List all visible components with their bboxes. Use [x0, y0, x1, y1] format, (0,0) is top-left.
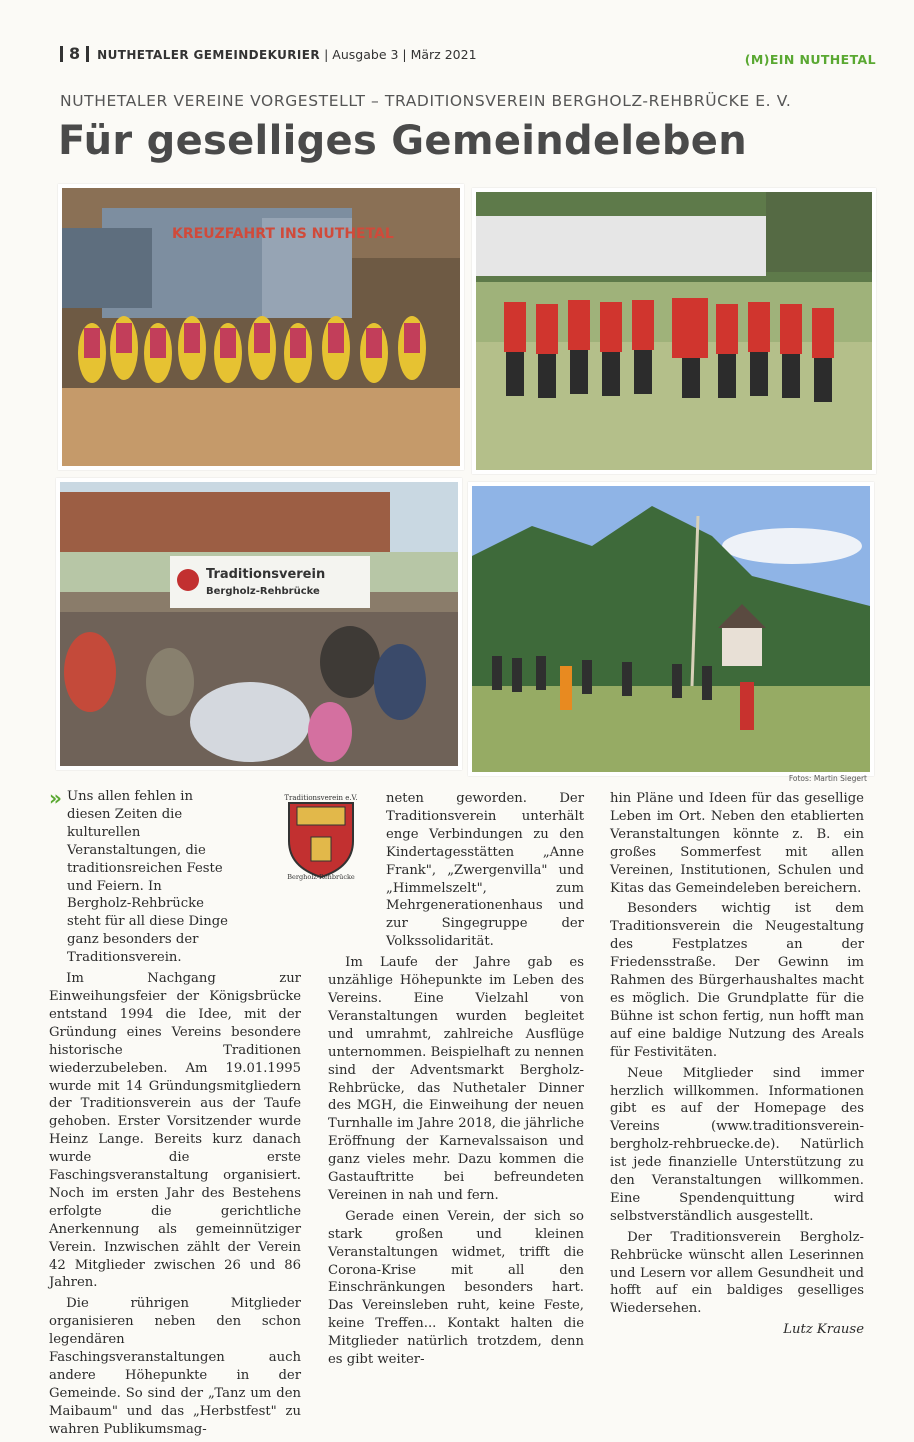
club-banner-text-1: Traditionsverein	[206, 567, 326, 582]
article-column-2	[328, 790, 584, 1372]
section-label: (M)EIN NUTHETAL	[744, 52, 876, 67]
article-column-1	[49, 788, 301, 1442]
paragraph: Uns allen fehlen in diesen Zeiten die kulturellen Veranstaltungen, die traditionsreichen Feste und Feiern. In Bergholz-Rehbrücke steht für all diese Dinge ganz besonders der Traditionsverein.	[67, 789, 228, 966]
paragraph: Im Nachgang zur Einweihungsfeier der Königsbrücke entstand 1994 die Idee, mit der Gründung eines Vereins besondere historische Traditionen wiederzubeleben. Am 19.01.1995 wurde mit 14 Gründungsmitgliedern der Traditionsverein aus der Taufe gehoben. Erster Vorsitzender wurde Heinz Lange. Bereits kurz danach wurde die erste Faschingsveranstaltung organisiert. Noch im ersten Jahr des Bestehens erfolgte die gerichtliche Anerkennung als gemeinnütziger Verein. Inzwischen zählt der Verein 42 Mitglieder zwischen 26 und 86 Jahren.	[49, 971, 301, 1291]
paragraph: Neue Mitglieder sind immer herzlich willkommen. Informationen gibt es auf der Homepage des Vereins (www.traditionsverein-bergholz-rehbruecke.de). Natürlich ist jede finanzielle Unterstützung zu den Veranstaltungen willkommen. Eine Spendenquittung wird selbstverständlich ausgestellt.	[610, 1065, 864, 1224]
header-divider	[86, 46, 89, 62]
paragraph: neten geworden. Der Traditionsverein unterhält enge Verbindungen zu den Kindertagesstätten „Anne Frank", „Zwergenvilla" und „Himmelszelt", zum Mehrgenerationenhaus und zur Singegruppe der Volkssolidarität.	[386, 791, 584, 950]
photo-choir-group	[472, 188, 876, 474]
paragraph: Im Laufe der Jahre gab es unzählige Höhepunkte im Leben des Vereins. Eine Vielzahl von Veranstaltungen wurden begleitet und umrahmt, zahlreiche Ausflüge unternommen. Beispielhaft zu nennen sind der Adventsmarkt Bergholz-Rehbrücke, das Nuthetaler Dinner des MGH, die Einweihung der neuen Turnhalle im Jahre 2018, die jährliche Eröffnung der Karnevalssaison und ganz vieles mehr. Dazu kommen die Gastauftritte bei befreundeten Vereinen in nah und fern.	[328, 955, 584, 1203]
running-header	[60, 44, 477, 63]
header-divider	[60, 46, 63, 62]
paragraph: Der Traditionsverein Bergholz-Rehbrücke wünscht allen Leserinnen und Lesern vor allem Gesundheit und hofft auf ein baldiges geselliges Wiedersehen.	[610, 1229, 864, 1317]
photo-audience-banner	[56, 478, 462, 770]
paragraph: Die rührigen Mitglieder organisieren neben den schon legendären Faschingsveranstaltungen auch andere Höhepunkte in der Gemeinde. So sind der „Tanz um den Maibaum" und das „Herbstfest" zu wahren Publikumsmag-	[49, 1296, 301, 1437]
author-signature: Lutz Krause	[783, 1322, 864, 1338]
logo-bottom-text: Bergholz-Rehbrücke	[287, 873, 355, 881]
photo-credit: Fotos: Martin Siegert	[788, 774, 867, 783]
logo-top-text: Traditionsverein e.V.	[284, 794, 358, 802]
paragraph: Besonders wichtig ist dem Traditionsverein die Neugestaltung des Festplatzes an der Friedensstraße. Der Gewinn im Rahmen des Bürgerhaushaltes macht es möglich. Die Grundplatte für die Bühne ist schon fertig, nun hofft man auf eine baldige Nutzung des Areals für Festivitäten.	[610, 901, 864, 1060]
chevron-right-icon: »	[49, 786, 62, 810]
club-banner-text-2: Bergholz-Rehbrücke	[206, 586, 320, 597]
page-number: 8	[69, 44, 81, 63]
issue-info: | Ausgabe 3 | März 2021	[324, 47, 477, 62]
stage-banner-text: KREUZFAHRT INS NUTHETAL	[172, 226, 394, 242]
paragraph: hin Pläne und Ideen für das gesellige Leben im Ort. Neben den etablierten Veranstaltungen könnte z. B. ein großes Sommerfest mit allen Vereinen, Institutionen, Schulen und Kitas das Gemeindeleben bereichern.	[610, 791, 864, 896]
photo-stage-dancers	[58, 184, 464, 470]
publication-name: NUTHETALER GEMEINDEKURIER	[97, 48, 320, 62]
article-title: Für geselliges Gemeindeleben	[58, 118, 747, 164]
article-column-3	[610, 790, 864, 1339]
article-kicker: NUTHETALER VEREINE VORGESTELLT – TRADITIONSVEREIN BERGHOLZ-REHBRÜCKE E. V.	[60, 92, 792, 110]
paragraph: Gerade einen Verein, der sich so stark großen und kleinen Veranstaltungen widmet, trifft die Corona-Krise mit all den Einschränkungen besonders hart. Das Vereinsleben ruht, keine Feste, keine Treffen... Kontakt halten die Mitglieder natürlich trotzdem, denn es gibt weiter-	[328, 1208, 584, 1368]
photo-maypole-gathering	[468, 482, 874, 776]
